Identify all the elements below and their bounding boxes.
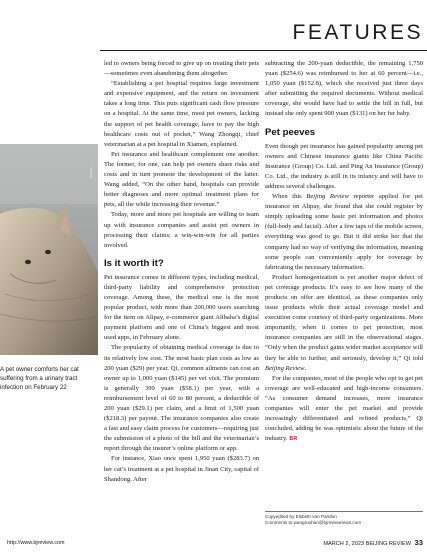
section-title: FEATURES bbox=[292, 21, 423, 44]
paragraph: Even though pet insurance has gained popularity among pet owners and Chinese insurance giants like China Pacific Insurance (Group) Co. Ltd. and Ping An Insurance (Group) Co. Ltd., the industry is still in its infancy and will have to address several challenges. bbox=[265, 142, 423, 190]
paragraph bbox=[265, 273, 423, 374]
photo-credit: XINHUA bbox=[89, 167, 93, 179]
copyedit-note bbox=[265, 514, 423, 527]
paragraph bbox=[265, 374, 423, 445]
article-column-left bbox=[104, 59, 259, 485]
cat-photo bbox=[0, 144, 98, 355]
photo-caption: A pet owner comforts her cat suffering from a urinary tract infection on February 22 bbox=[0, 366, 79, 391]
paragraph: subtracting the 200-yuan deductible, the remaining 1,750 yuan ($254.6) was reimbursed to her at 60 percent—i.e., 1,050 yuan ($152.8), which she received just three days after submitting the required documents. Without medical coverage, she would have had to settle the bill in full, but instead she only spent 900 yuan ($131) on her fur baby. bbox=[265, 60, 423, 118]
subheading-pet-peeves: Pet peeves bbox=[265, 126, 316, 138]
article-column-right bbox=[265, 59, 423, 444]
end-mark: BR bbox=[289, 436, 298, 443]
issue-date: MARCH 2, 2023 BEIJING REVIEW bbox=[323, 541, 411, 547]
text-run: When this bbox=[272, 193, 307, 201]
paragraph bbox=[265, 192, 423, 273]
paragraph: The popularity of obtaining medical coverage is due to its relatively low cost. The most basic plan costs as low as 200 yuan ($29) per year. Qi, common ailments can cost an owner up to 1,000 yuan ($145) per vet visit. The premium is generally 399 yuan ($58.1) per year, with a reimbursement level of 60 to 80 percent, a deductible of 200 yuan ($29.1) per claim, and a limit of 1,500 yuan ($218.3) per payout. The insurance companies also create a fast and easy claim process for customers—requiring just the submission of a photo of the bill and the veterinarian’s report through the insurer’s online platform or app. bbox=[104, 344, 259, 453]
comments-email[interactable]: Comments to wangruohan@bjreviewnews.com bbox=[265, 520, 362, 526]
paragraph: Pet insurance comes in different types, including medical, third-party liability and comprehensive protection coverage. Among these, the medical one is the most popular product, with more than 200,000 users searching for the item on Alipay, e-commerce giant Alibaba’s digital payment platform and one of China’s biggest and most used apps, in February alone. bbox=[104, 273, 259, 342]
paragraph: Today, more and more pet hospitals are willing to team up with insurance companies and assist pet owners in processing their claims; a win-win-win for all parties involved. bbox=[104, 211, 259, 249]
website-link[interactable]: http://www.bjreview.com bbox=[7, 540, 65, 546]
copyedit-rule bbox=[265, 511, 423, 512]
copyedit-credit: Copyedited by Elsbeth van Paridon bbox=[265, 514, 337, 519]
text-run: . bbox=[304, 364, 307, 372]
publication-name: Beijing Review bbox=[265, 364, 305, 372]
text-run: For the companies, most of the people who opt to get pet coverage are well-educated and high-income consumers. “As consumer demand increases, more insurance companies will enter the pet market and provide increasingly differentiated and refined products,” Qi concluded, adding he was optimistic about the future of the industry. bbox=[265, 374, 423, 443]
paragraph: “Establishing a pet hospital requires large investment and expensive equipment, and the return on investment takes a long time. This puts significant cash flow pressure on a hospital. At the same time, most pet owners, lacking the support of pet health coverage, have to pay the high healthcare costs out of pocket,” Wang Zhongqi, chief veterinarian at a pet hospital in Xiamen, explained. bbox=[104, 80, 259, 148]
text-run: Product homogenization is yet another major defect of pet coverage products. It’s easy to see how many of the products on offer are identical, as these companies only issue products while their actual coverage model and execution come courtesy of third-party organizations. More importantly, when it comes to pet protection, most insurance companies are still in the observational stages. “Only when the product gains wider market acceptance will they be able to further, and seriously, develop it,” Qi told bbox=[265, 273, 423, 362]
text-run: reporter applied for pet insurance on Alipay, she found that she could register by simply uploading some basic pet information and photos (full-body and facial). After a few taps of the mobile screen, everything was good to go. But it did strike her that the company had no way of verifying the information, meaning some people can conveniently apply for coverage by fabricating the necessary information. bbox=[265, 193, 423, 271]
paragraph: Pet insurance and healthcare complement one another. The former, for one, can help pet owners share risks and costs and in turn promote the development of the latter. Wang added, “On the other hand, hospitals can provide better diagnoses and more optimal treatment plans for pets, all the while increasing their revenue.” bbox=[104, 150, 259, 209]
header-rule bbox=[100, 50, 427, 51]
footer-issue-info bbox=[323, 538, 423, 547]
page-number: 33 bbox=[414, 538, 423, 547]
publication-name: Beijing Review bbox=[306, 193, 349, 201]
paragraph: led to owners being forced to give up on treating their pets—sometimes even abandoning them altogether. bbox=[104, 60, 259, 78]
subheading-is-it-worth-it: Is it worth it? bbox=[104, 257, 164, 269]
paragraph: For instance, Xiao once spent 1,950 yuan ($283.7) on her cat’s treatment at a pet hospital in Jinan City, capital of Shandong. After bbox=[104, 455, 259, 483]
cat-photo-illustration bbox=[0, 144, 98, 355]
